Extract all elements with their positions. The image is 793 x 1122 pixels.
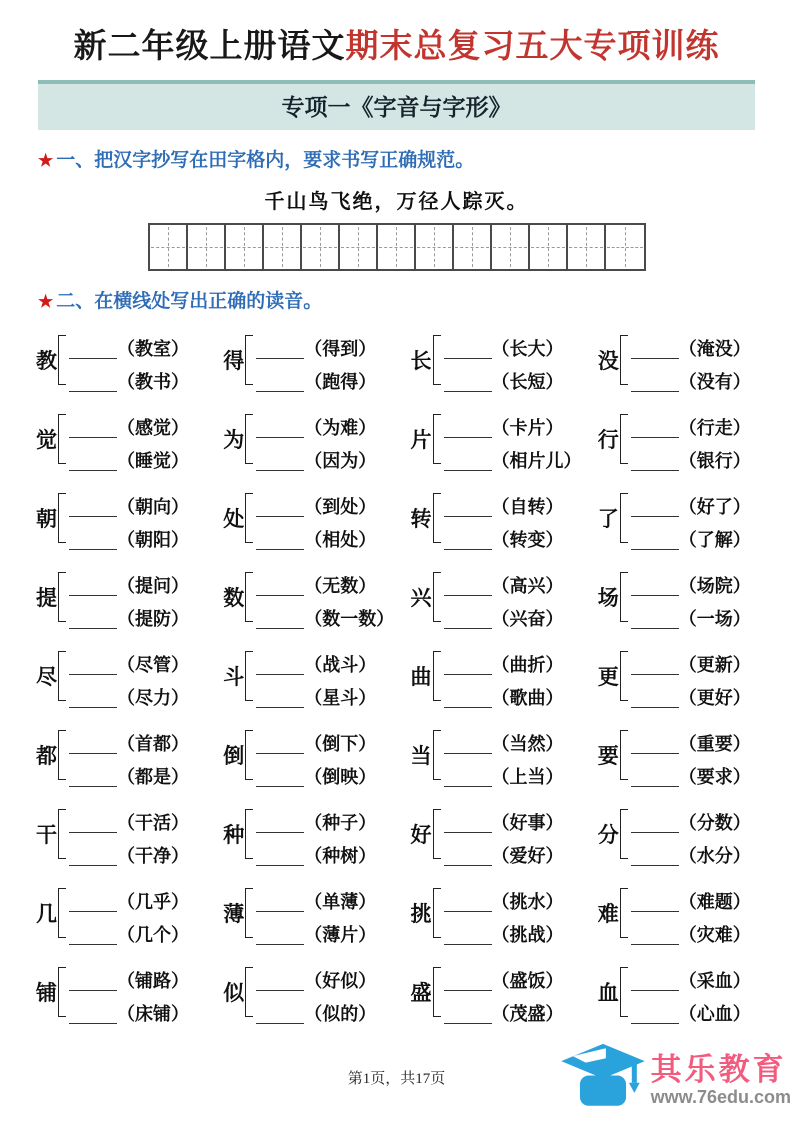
answer-blank <box>444 572 492 596</box>
bracket-icon <box>245 888 253 938</box>
hint-word: （长大） <box>491 338 564 359</box>
hint-word: （跑得） <box>304 371 377 392</box>
answer-blank <box>444 809 492 833</box>
hint-word: （当然） <box>491 733 564 754</box>
tianzige-cell <box>492 225 530 269</box>
pronunciation-item <box>36 564 219 630</box>
answer-blank <box>256 730 304 754</box>
hint-word: （得到） <box>304 338 377 359</box>
hint-word: （高兴） <box>491 575 564 596</box>
answer-blank <box>69 335 117 359</box>
publisher-logo-text <box>651 1053 791 1107</box>
tianzige-grid <box>148 223 646 271</box>
item-character: 了 <box>597 507 619 531</box>
bracket-icon <box>245 493 253 543</box>
hint-word: （歌曲） <box>491 687 564 708</box>
hint-word: （重要） <box>678 733 751 754</box>
item-character: 行 <box>597 428 619 452</box>
item-character: 当 <box>410 744 432 768</box>
section-banner-label: 专项一《字音与字形》 <box>281 95 512 120</box>
pronunciation-item <box>223 564 406 630</box>
answer-blank <box>444 447 492 471</box>
bracket-icon <box>58 414 66 464</box>
bracket-icon <box>433 730 441 780</box>
pronunciation-item <box>598 406 781 472</box>
hint-word: （干净） <box>117 845 189 866</box>
bracket-icon <box>620 651 628 701</box>
pronunciation-item <box>598 801 781 867</box>
hint-word: （采血） <box>678 970 751 991</box>
pronunciation-item <box>223 722 406 788</box>
item-character: 长 <box>410 349 432 373</box>
item-character: 要 <box>597 744 619 768</box>
hint-word: （无数） <box>304 575 377 596</box>
section-one-label: 一、把汉字抄写在田字格内，要求书写正确规范。 <box>56 150 475 171</box>
answer-blank <box>444 493 492 517</box>
hint-word: （一场） <box>678 608 751 629</box>
section-two-heading <box>38 286 793 313</box>
tianzige-cell <box>264 225 302 269</box>
bracket-icon <box>620 888 628 938</box>
graduation-cap-icon <box>559 1041 647 1118</box>
bracket-icon <box>620 493 628 543</box>
hint-word: （灾难） <box>678 924 751 945</box>
hint-word: （种子） <box>304 812 377 833</box>
page-title-black: 新二年级上册语文 <box>73 29 346 65</box>
item-character: 盛 <box>410 981 432 1005</box>
answer-blank <box>69 447 117 471</box>
answer-blank <box>631 493 679 517</box>
tianzige-cell <box>454 225 492 269</box>
hint-word: （首都） <box>117 733 189 754</box>
hint-word: （更好） <box>678 687 751 708</box>
answer-blank <box>69 572 117 596</box>
publisher-name: 其乐教育 <box>650 1051 787 1087</box>
item-character: 转 <box>410 507 432 531</box>
page-title <box>0 20 793 67</box>
answer-blank <box>69 888 117 912</box>
answer-blank <box>631 809 679 833</box>
answer-blank <box>69 684 117 708</box>
bracket-icon <box>433 572 441 622</box>
answer-blank <box>69 763 117 787</box>
bracket-icon <box>620 414 628 464</box>
answer-blank <box>631 414 679 438</box>
answer-blank <box>444 414 492 438</box>
answer-blank <box>444 605 492 629</box>
answer-blank <box>631 684 679 708</box>
bracket-icon <box>58 493 66 543</box>
answer-blank <box>256 1000 304 1024</box>
item-character: 兴 <box>410 586 432 610</box>
answer-blank <box>444 921 492 945</box>
hint-word: （种树） <box>304 845 377 866</box>
hint-word: （因为） <box>304 450 377 471</box>
answer-blank <box>256 684 304 708</box>
answer-blank <box>631 335 679 359</box>
answer-blank <box>69 921 117 945</box>
answer-blank <box>631 368 679 392</box>
bracket-icon <box>620 572 628 622</box>
answer-blank <box>444 526 492 550</box>
hint-word: （茂盛） <box>491 1003 564 1024</box>
answer-blank <box>444 368 492 392</box>
tianzige-cell <box>150 225 188 269</box>
section-two-label: 二、在横线处写出正确的读音。 <box>56 291 323 312</box>
answer-blank <box>631 572 679 596</box>
hint-word: （几乎） <box>117 891 189 912</box>
tianzige-cell <box>226 225 264 269</box>
answer-blank <box>631 842 679 866</box>
pronunciation-item <box>36 801 219 867</box>
answer-blank <box>69 730 117 754</box>
answer-blank <box>631 921 679 945</box>
pronunciation-item <box>411 880 594 946</box>
hint-word: （倒映） <box>304 766 377 787</box>
answer-blank <box>69 605 117 629</box>
bracket-icon <box>620 967 628 1017</box>
tianzige-cell <box>606 225 644 269</box>
pronunciation-item <box>36 643 219 709</box>
hint-word: （难题） <box>678 891 751 912</box>
tianzige-cell <box>340 225 378 269</box>
item-character: 几 <box>36 902 57 926</box>
publisher-url: www.76edu.com <box>650 1086 791 1107</box>
pronunciation-item <box>36 485 219 551</box>
hint-word: （卡片） <box>491 417 564 438</box>
hint-word: （朝阳） <box>117 529 189 550</box>
item-character: 铺 <box>36 981 57 1005</box>
answer-blank <box>256 414 304 438</box>
item-character: 好 <box>410 823 432 847</box>
bracket-icon <box>245 651 253 701</box>
hint-word: （倒下） <box>304 733 377 754</box>
pronunciation-item <box>411 564 594 630</box>
hint-word: （转变） <box>491 529 564 550</box>
hint-word: （教室） <box>117 338 189 359</box>
hint-word: （了解） <box>678 529 751 550</box>
pronunciation-item <box>598 722 781 788</box>
item-character: 片 <box>410 428 432 452</box>
pronunciation-item <box>223 643 406 709</box>
tianzige-cell <box>530 225 568 269</box>
bracket-icon <box>620 730 628 780</box>
item-character: 似 <box>223 981 245 1005</box>
answer-blank <box>256 526 304 550</box>
pronunciation-item <box>411 406 594 472</box>
hint-word: （盛饭） <box>491 970 564 991</box>
answer-blank <box>69 414 117 438</box>
answer-blank <box>256 493 304 517</box>
item-character: 数 <box>223 586 245 610</box>
item-character: 更 <box>597 665 619 689</box>
item-character: 斗 <box>223 665 245 689</box>
answer-blank <box>444 842 492 866</box>
copy-sentence: 千山鸟飞绝，万径人踪灭。 <box>264 191 529 213</box>
hint-word: （都是） <box>117 766 189 787</box>
answer-blank <box>256 447 304 471</box>
hint-word: （相片儿） <box>491 450 582 471</box>
answer-blank <box>444 684 492 708</box>
hint-word: （尽管） <box>117 654 189 675</box>
answer-blank <box>444 335 492 359</box>
item-character: 挑 <box>410 902 432 926</box>
hint-word: （没有） <box>678 371 751 392</box>
item-character: 处 <box>223 507 245 531</box>
answer-blank <box>631 1000 679 1024</box>
item-character: 倒 <box>223 744 245 768</box>
hint-word: （爱好） <box>491 845 564 866</box>
answer-blank <box>444 651 492 675</box>
answer-blank <box>256 572 304 596</box>
pronunciation-item <box>598 959 781 1025</box>
item-character: 血 <box>597 981 619 1005</box>
bracket-icon <box>433 335 441 385</box>
bracket-icon <box>245 967 253 1017</box>
bracket-icon <box>433 888 441 938</box>
hint-word: （挑水） <box>491 891 564 912</box>
hint-word: （好似） <box>304 970 377 991</box>
answer-blank <box>69 368 117 392</box>
answer-blank <box>631 730 679 754</box>
bracket-icon <box>433 651 441 701</box>
answer-blank <box>444 730 492 754</box>
pronunciation-item <box>223 880 406 946</box>
answer-blank <box>444 967 492 991</box>
hint-word: （银行） <box>678 450 751 471</box>
item-character: 干 <box>36 823 57 847</box>
hint-word: （更新） <box>678 654 751 675</box>
bracket-icon <box>58 888 66 938</box>
item-character: 分 <box>597 823 619 847</box>
bracket-icon <box>58 809 66 859</box>
hint-word: （单薄） <box>304 891 377 912</box>
item-character: 尽 <box>36 665 57 689</box>
bracket-icon <box>245 335 253 385</box>
hint-word: （挑战） <box>491 924 564 945</box>
pronunciation-item <box>411 485 594 551</box>
pronunciation-item <box>223 327 406 393</box>
pronunciation-item <box>598 485 781 551</box>
hint-word: （薄片） <box>304 924 377 945</box>
hint-word: （上当） <box>491 766 564 787</box>
hint-word: （到处） <box>304 496 377 517</box>
answer-blank <box>69 809 117 833</box>
tianzige-cell <box>416 225 454 269</box>
hint-word: （为难） <box>304 417 377 438</box>
pronunciation-item <box>36 406 219 472</box>
answer-blank <box>256 368 304 392</box>
item-character: 曲 <box>410 665 432 689</box>
bracket-icon <box>58 651 66 701</box>
bracket-icon <box>58 335 66 385</box>
hint-word: （好事） <box>491 812 564 833</box>
item-character: 得 <box>223 349 245 373</box>
answer-blank <box>444 1000 492 1024</box>
hint-word: （要求） <box>678 766 751 787</box>
answer-blank <box>631 447 679 471</box>
pronunciation-item <box>223 485 406 551</box>
answer-blank <box>69 967 117 991</box>
item-character: 提 <box>36 586 57 610</box>
item-character: 场 <box>597 586 619 610</box>
hint-word: （水分） <box>678 845 751 866</box>
hint-word: （淹没） <box>678 338 751 359</box>
tianzige-cell <box>302 225 340 269</box>
answer-blank <box>256 651 304 675</box>
hint-word: （兴奋） <box>491 608 564 629</box>
hint-word: （教书） <box>117 371 189 392</box>
bracket-icon <box>433 809 441 859</box>
answer-blank <box>256 967 304 991</box>
tianzige-cell <box>378 225 416 269</box>
bracket-icon <box>245 572 253 622</box>
item-character: 薄 <box>223 902 245 926</box>
answer-blank <box>256 763 304 787</box>
tianzige-cell <box>568 225 606 269</box>
hint-word: （提问） <box>117 575 189 596</box>
hint-word: （好了） <box>678 496 751 517</box>
answer-blank <box>69 651 117 675</box>
hint-word: （睡觉） <box>117 450 189 471</box>
hint-word: （尽力） <box>117 687 189 708</box>
answer-blank <box>69 1000 117 1024</box>
hint-word: （星斗） <box>304 687 377 708</box>
answer-blank <box>256 842 304 866</box>
answer-blank <box>256 888 304 912</box>
tianzige-cell <box>188 225 226 269</box>
pronunciation-item <box>36 880 219 946</box>
item-character: 朝 <box>36 507 57 531</box>
item-character: 教 <box>36 349 57 373</box>
pronunciation-item <box>411 722 594 788</box>
hint-word: （朝向） <box>117 496 189 517</box>
answer-blank <box>444 763 492 787</box>
section-banner <box>38 80 755 130</box>
answer-blank <box>69 526 117 550</box>
item-character: 没 <box>597 349 619 373</box>
pronunciation-item <box>36 722 219 788</box>
item-character: 种 <box>223 823 245 847</box>
bracket-icon <box>433 414 441 464</box>
hint-word: （行走） <box>678 417 751 438</box>
answer-blank <box>631 888 679 912</box>
answer-blank <box>69 493 117 517</box>
pronunciation-item <box>223 801 406 867</box>
bracket-icon <box>433 967 441 1017</box>
bracket-icon <box>58 730 66 780</box>
answer-blank <box>631 526 679 550</box>
item-character: 为 <box>223 428 245 452</box>
hint-word: （似的） <box>304 1003 377 1024</box>
hint-word: （床铺） <box>117 1003 189 1024</box>
answer-blank <box>631 763 679 787</box>
hint-word: （干活） <box>117 812 189 833</box>
bracket-icon <box>58 572 66 622</box>
hint-word: （提防） <box>117 608 189 629</box>
page-number: 第1页，共17页 <box>347 1071 446 1087</box>
pronunciation-item <box>411 327 594 393</box>
bracket-icon <box>245 809 253 859</box>
publisher-logo <box>559 1041 791 1118</box>
item-character: 难 <box>597 902 619 926</box>
star-icon: ★ <box>38 292 54 311</box>
answer-blank <box>256 921 304 945</box>
answer-blank <box>256 605 304 629</box>
answer-blank <box>256 335 304 359</box>
pronunciation-item <box>36 327 219 393</box>
pronunciation-item <box>411 643 594 709</box>
hint-word: （分数） <box>678 812 751 833</box>
answer-blank <box>256 809 304 833</box>
pronunciation-item <box>598 564 781 630</box>
page-title-red: 期末总复习五大专项训练 <box>345 29 720 65</box>
answer-blank <box>631 967 679 991</box>
hint-word: （几个） <box>117 924 189 945</box>
item-character: 都 <box>36 744 57 768</box>
bracket-icon <box>433 493 441 543</box>
pronunciation-item <box>598 643 781 709</box>
hint-word: （长短） <box>491 371 564 392</box>
star-icon: ★ <box>38 151 54 170</box>
hint-word: （曲折） <box>491 654 564 675</box>
bracket-icon <box>245 730 253 780</box>
bracket-icon <box>245 414 253 464</box>
answer-blank <box>631 651 679 675</box>
answer-blank <box>69 842 117 866</box>
bracket-icon <box>620 809 628 859</box>
pronunciation-grid <box>36 327 781 1025</box>
pronunciation-item <box>411 959 594 1025</box>
hint-word: （铺路） <box>117 970 189 991</box>
hint-word: （自转） <box>491 496 564 517</box>
hint-word: （心血） <box>678 1003 751 1024</box>
hint-word: （感觉） <box>117 417 189 438</box>
hint-word: （战斗） <box>304 654 377 675</box>
pronunciation-item <box>223 406 406 472</box>
pronunciation-item <box>598 880 781 946</box>
hint-word: （数一数） <box>304 608 395 629</box>
item-character: 觉 <box>36 428 57 452</box>
pronunciation-item <box>598 327 781 393</box>
hint-word: （场院） <box>678 575 751 596</box>
pronunciation-item <box>223 959 406 1025</box>
bracket-icon <box>620 335 628 385</box>
pronunciation-item <box>411 801 594 867</box>
answer-blank <box>631 605 679 629</box>
pronunciation-item <box>36 959 219 1025</box>
hint-word: （相处） <box>304 529 377 550</box>
bracket-icon <box>58 967 66 1017</box>
section-one-heading <box>38 145 793 172</box>
answer-blank <box>444 888 492 912</box>
